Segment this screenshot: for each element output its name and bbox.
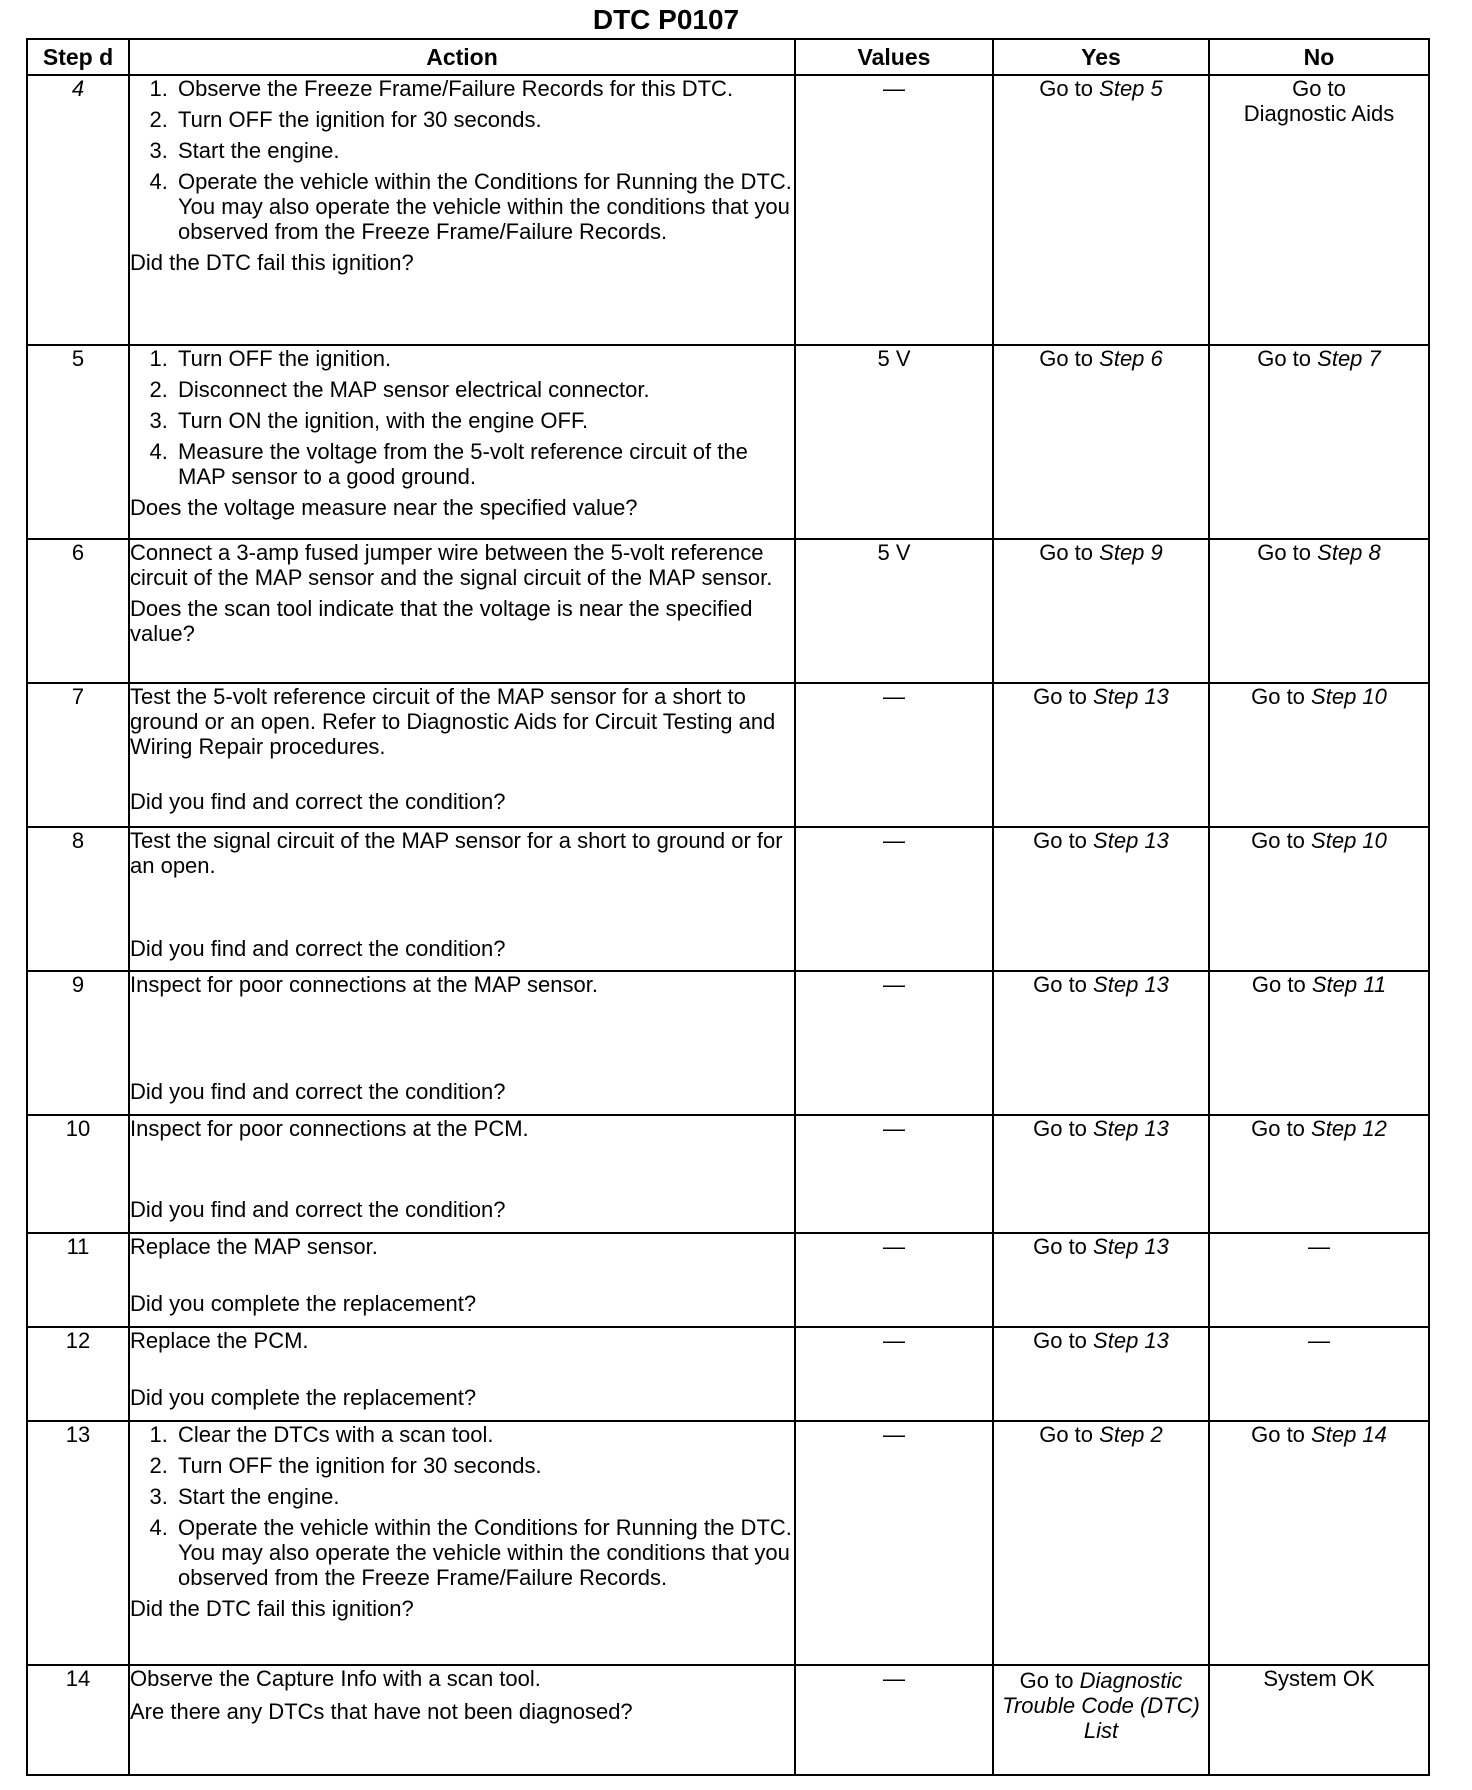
step-reference: Step 13 xyxy=(1093,1116,1169,1141)
step-reference: Step 14 xyxy=(1311,1422,1387,1447)
step-reference: Step 10 xyxy=(1311,684,1387,709)
step-number: 9 xyxy=(27,971,129,1115)
step-reference: Step 2 xyxy=(1099,1422,1163,1447)
step-reference: Step 12 xyxy=(1311,1116,1387,1141)
value-cell: — xyxy=(795,75,993,345)
no-cell: — xyxy=(1209,1233,1429,1327)
column-header-values: Values xyxy=(795,39,993,75)
table-row xyxy=(27,1327,1429,1421)
list-item: 3. Turn ON the ignition, with the engine OFF. xyxy=(174,408,794,433)
action-question: Did you find and correct the condition? xyxy=(130,789,506,814)
value-cell: — xyxy=(795,1233,993,1327)
list-item: 1. Observe the Freeze Frame/Failure Records for this DTC. xyxy=(174,76,794,101)
action-cell xyxy=(129,1233,795,1327)
table-row xyxy=(27,971,1429,1115)
diagnostic-table xyxy=(26,38,1430,1776)
column-header-action: Action xyxy=(129,39,795,75)
action-question: Does the voltage measure near the specified value? xyxy=(130,495,638,520)
list-item: 2. Disconnect the MAP sensor electrical connector. xyxy=(174,377,794,402)
yes-cell: Go to Step 9 xyxy=(993,539,1209,683)
action-cell xyxy=(129,827,795,971)
step-reference: Step 13 xyxy=(1093,1234,1169,1259)
yes-cell: Go to Step 13 xyxy=(993,1115,1209,1233)
no-cell: Go to Step 14 xyxy=(1209,1421,1429,1665)
no-cell: — xyxy=(1209,1327,1429,1421)
list-item: 2. Turn OFF the ignition for 30 seconds. xyxy=(174,107,794,132)
yes-cell: Go to Step 13 xyxy=(993,683,1209,827)
action-cell xyxy=(129,1421,795,1665)
table-row xyxy=(27,683,1429,827)
value-cell: — xyxy=(795,1327,993,1421)
step-number: 6 xyxy=(27,539,129,683)
step-reference: Diagnostic Aids xyxy=(1243,101,1395,126)
table-row xyxy=(27,1233,1429,1327)
no-cell: Go to Step 10 xyxy=(1209,683,1429,827)
action-cell xyxy=(129,75,795,345)
action-text: Inspect for poor connections at the MAP sensor. xyxy=(130,972,598,997)
step-reference: Step 9 xyxy=(1099,540,1163,565)
step-reference: Diagnostic Trouble Code (DTC) List xyxy=(1002,1668,1200,1743)
yes-cell: Go to Diagnostic Trouble Code (DTC) List xyxy=(993,1665,1209,1775)
step-reference: Step 5 xyxy=(1099,76,1163,101)
step-reference: Step 11 xyxy=(1311,972,1387,997)
step-reference: Step 13 xyxy=(1093,684,1169,709)
step-reference: Step 13 xyxy=(1093,828,1169,853)
action-text: Replace the MAP sensor. xyxy=(130,1234,378,1259)
action-question: Did the DTC fail this ignition? xyxy=(130,250,414,275)
action-cell xyxy=(129,683,795,827)
action-cell xyxy=(129,1327,795,1421)
action-question: Did you complete the replacement? xyxy=(130,1385,477,1410)
table-row xyxy=(27,1115,1429,1233)
action-question: Did you find and correct the condition? xyxy=(130,936,506,961)
yes-cell: Go to Step 13 xyxy=(993,1327,1209,1421)
action-cell xyxy=(129,345,795,539)
action-text: Replace the PCM. xyxy=(130,1328,309,1353)
step-reference: Step 13 xyxy=(1093,1328,1169,1353)
column-header-no: No xyxy=(1209,39,1429,75)
action-text: Test the 5-volt reference circuit of the MAP sensor for a short to ground or an open. Refer to Diagnostic Aids for Circuit Testing and Wiring Repair procedures. xyxy=(130,684,776,759)
list-item: 1. Turn OFF the ignition. xyxy=(174,346,794,371)
value-cell: — xyxy=(795,1665,993,1775)
step-number: 5 xyxy=(27,345,129,539)
no-cell: Go to Step 11 xyxy=(1209,971,1429,1115)
no-cell: Go to Step 12 xyxy=(1209,1115,1429,1233)
instruction-list xyxy=(130,1422,794,1590)
action-cell xyxy=(129,1115,795,1233)
table-row xyxy=(27,1421,1429,1665)
table-row xyxy=(27,345,1429,539)
action-text: Connect a 3-amp fused jumper wire between the 5-volt reference circuit of the MAP sensor and the signal circuit of the MAP sensor. xyxy=(130,540,773,590)
action-text: Inspect for poor connections at the PCM. xyxy=(130,1116,529,1141)
value-cell: 5 V xyxy=(795,539,993,683)
list-item: 4. Operate the vehicle within the Conditions for Running the DTC. You may also operate the vehicle within the conditions that you observed from the Freeze Frame/Failure Records. xyxy=(174,169,794,244)
value-cell: — xyxy=(795,971,993,1115)
list-item: 4. Operate the vehicle within the Conditions for Running the DTC. You may also operate the vehicle within the conditions that you observed from the Freeze Frame/Failure Records. xyxy=(174,1515,794,1590)
list-item: 1. Clear the DTCs with a scan tool. xyxy=(174,1422,794,1447)
value-cell: — xyxy=(795,683,993,827)
page-title: DTC P0107 xyxy=(592,4,740,35)
header-row xyxy=(27,39,1429,75)
list-item: 3. Start the engine. xyxy=(174,138,794,163)
yes-cell: Go to Step 13 xyxy=(993,827,1209,971)
action-question: Are there any DTCs that have not been diagnosed? xyxy=(130,1699,633,1724)
step-number: 13 xyxy=(27,1421,129,1665)
table-row xyxy=(27,827,1429,971)
step-reference: Step 7 xyxy=(1317,346,1381,371)
no-cell: Go to Step 7 xyxy=(1209,345,1429,539)
action-text: Observe the Capture Info with a scan tool. xyxy=(130,1666,541,1691)
no-cell: Go to Diagnostic Aids xyxy=(1209,75,1429,345)
list-item: 2. Turn OFF the ignition for 30 seconds. xyxy=(174,1453,794,1478)
yes-cell: Go to Step 2 xyxy=(993,1421,1209,1665)
no-cell: Go to Step 8 xyxy=(1209,539,1429,683)
list-item: 3. Start the engine. xyxy=(174,1484,794,1509)
column-header-yes: Yes xyxy=(993,39,1209,75)
yes-cell: Go to Step 13 xyxy=(993,1233,1209,1327)
action-question: Did you complete the replacement? xyxy=(130,1291,477,1316)
step-number: 7 xyxy=(27,683,129,827)
table-row xyxy=(27,75,1429,345)
table-row xyxy=(27,539,1429,683)
table-row xyxy=(27,1665,1429,1775)
action-question: Did you find and correct the condition? xyxy=(130,1197,506,1222)
step-number: 8 xyxy=(27,827,129,971)
instruction-list xyxy=(130,76,794,244)
list-item: 4. Measure the voltage from the 5-volt reference circuit of the MAP sensor to a good ground. xyxy=(174,439,794,489)
no-cell: Go to Step 10 xyxy=(1209,827,1429,971)
step-reference: Step 8 xyxy=(1317,540,1381,565)
value-cell: — xyxy=(795,1115,993,1233)
step-reference: Step 10 xyxy=(1311,828,1387,853)
step-reference: Step 6 xyxy=(1099,346,1163,371)
action-cell xyxy=(129,971,795,1115)
action-text: Test the signal circuit of the MAP sensor for a short to ground or for an open. xyxy=(130,828,783,878)
step-number: 10 xyxy=(27,1115,129,1233)
value-cell: 5 V xyxy=(795,345,993,539)
yes-cell: Go to Step 6 xyxy=(993,345,1209,539)
instruction-list xyxy=(130,346,794,489)
value-cell: — xyxy=(795,1421,993,1665)
value-cell: — xyxy=(795,827,993,971)
yes-cell: Go to Step 5 xyxy=(993,75,1209,345)
step-number: 4 xyxy=(27,75,129,345)
step-number: 14 xyxy=(27,1665,129,1775)
yes-cell: Go to Step 13 xyxy=(993,971,1209,1115)
action-cell xyxy=(129,539,795,683)
action-question: Did you find and correct the condition? xyxy=(130,1079,506,1104)
action-question: Did the DTC fail this ignition? xyxy=(130,1596,414,1621)
step-reference: Step 13 xyxy=(1093,972,1169,997)
no-cell: System OK xyxy=(1209,1665,1429,1775)
action-question: Does the scan tool indicate that the voltage is near the specified value? xyxy=(130,596,753,646)
step-number: 12 xyxy=(27,1327,129,1421)
step-number: 11 xyxy=(27,1233,129,1327)
column-header-step: Step d xyxy=(27,39,129,75)
action-cell xyxy=(129,1665,795,1775)
